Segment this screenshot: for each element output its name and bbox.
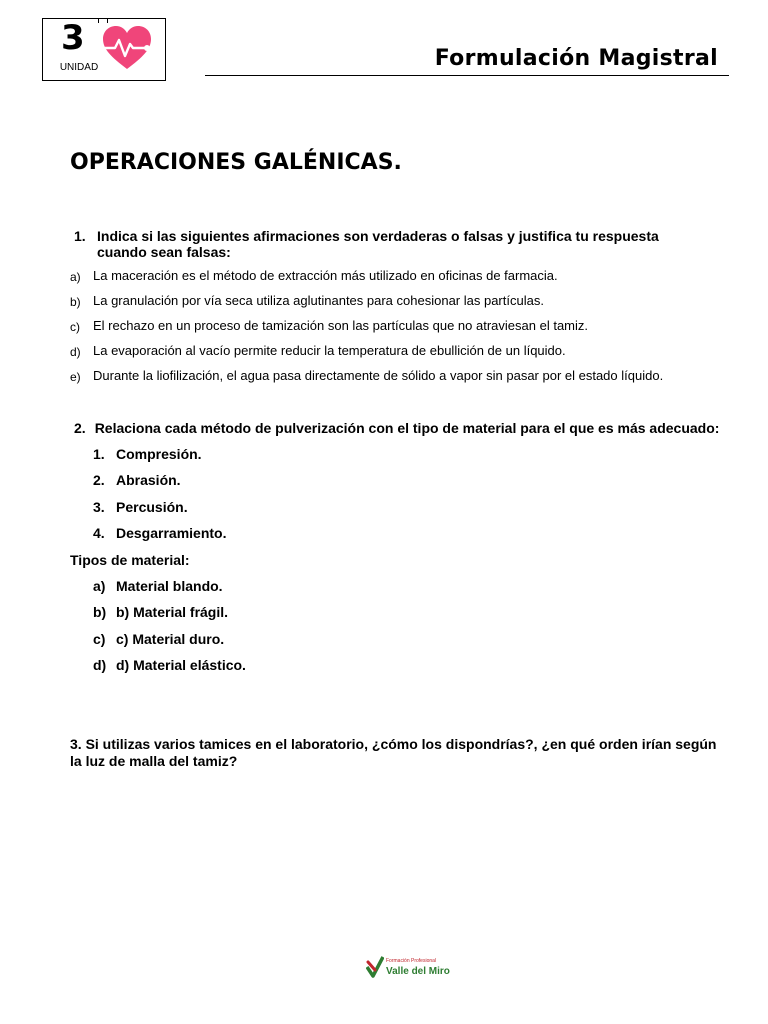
material-item — [93, 657, 246, 683]
statement-letter: a) — [70, 270, 81, 284]
unit-number: 3 — [61, 18, 85, 58]
material-letter: a) — [93, 578, 106, 594]
statement-item — [70, 368, 730, 393]
checkmark-logo-icon — [366, 954, 384, 980]
question-text: Relaciona cada método de pulverización con el tipo de material para el que es más adecuado: — [94, 420, 720, 436]
statement-text: La maceración es el método de extracción más utilizado en oficinas de farmacia. — [93, 268, 558, 283]
header-divider — [205, 75, 729, 76]
material-text: d) Material elástico. — [116, 656, 246, 673]
statement-list — [70, 268, 730, 393]
material-item — [93, 578, 246, 604]
statement-letter: e) — [70, 370, 81, 384]
method-text: Desgarramiento. — [116, 524, 227, 541]
material-text: c) Material duro. — [116, 630, 225, 647]
method-number: 4. — [93, 524, 105, 541]
question-2-prompt — [70, 420, 719, 436]
question-3-prompt: 3. Si utilizas varios tamices en el laboratorio, ¿cómo los dispondrías?, ¿en qué orden irían según la luz de malla del tamiz? — [70, 736, 717, 769]
method-item — [93, 472, 226, 498]
material-list — [93, 578, 246, 683]
method-number: 3. — [93, 498, 105, 515]
statement-letter: b) — [70, 295, 81, 309]
statement-letter: d) — [70, 345, 81, 359]
material-letter: d) — [93, 656, 107, 673]
method-item — [93, 525, 226, 551]
logo-name: Valle del Miro — [386, 966, 450, 977]
statement-item — [70, 318, 730, 343]
question-number: 1. — [74, 228, 86, 244]
heart-pulse-icon — [101, 25, 153, 71]
page-title: OPERACIONES GALÉNICAS. — [70, 150, 402, 175]
material-letter: b) — [93, 604, 107, 621]
method-item — [93, 499, 226, 525]
unit-label: UNIDAD — [59, 62, 99, 73]
statement-text: El rechazo en un proceso de tamización son las partículas que no atraviesan el tamiz. — [93, 318, 588, 333]
header-title: Formulación Magistral — [434, 46, 718, 71]
method-number: 1. — [93, 446, 105, 462]
statement-item — [70, 343, 730, 368]
material-text: Material blando. — [116, 578, 223, 594]
school-logo — [366, 954, 450, 982]
materials-heading: Tipos de material: — [70, 552, 190, 568]
method-text: Abrasión. — [116, 472, 181, 489]
statement-item — [70, 293, 730, 318]
material-item — [93, 604, 246, 630]
material-item — [93, 631, 246, 657]
statement-item — [70, 268, 730, 293]
tick-mark — [98, 18, 99, 23]
question-1-prompt — [70, 228, 690, 260]
statement-text: Durante la liofilización, el agua pasa directamente de sólido a vapor sin pasar por el estado líquido. — [93, 368, 664, 383]
material-text: b) Material frágil. — [116, 604, 229, 621]
material-letter: c) — [93, 630, 106, 647]
method-text: Percusión. — [116, 498, 188, 515]
statement-text: La evaporación al vacío permite reducir la temperatura de ebullición de un líquido. — [93, 343, 566, 358]
method-item — [93, 446, 226, 472]
tick-mark — [107, 18, 108, 23]
method-number: 2. — [93, 472, 105, 489]
question-number: 2. — [74, 420, 86, 436]
question-text: Indica si las siguientes afirmaciones son verdaderas o falsas y justifica tu respuesta cuando sean falsas: — [97, 228, 659, 260]
statement-letter: c) — [70, 320, 80, 334]
method-list — [93, 446, 226, 551]
method-text: Compresión. — [116, 446, 202, 462]
unit-badge — [42, 18, 166, 81]
logo-subtitle: Formación Profesional — [386, 958, 437, 964]
statement-text: La granulación por vía seca utiliza aglutinantes para cohesionar las partículas. — [93, 293, 544, 308]
